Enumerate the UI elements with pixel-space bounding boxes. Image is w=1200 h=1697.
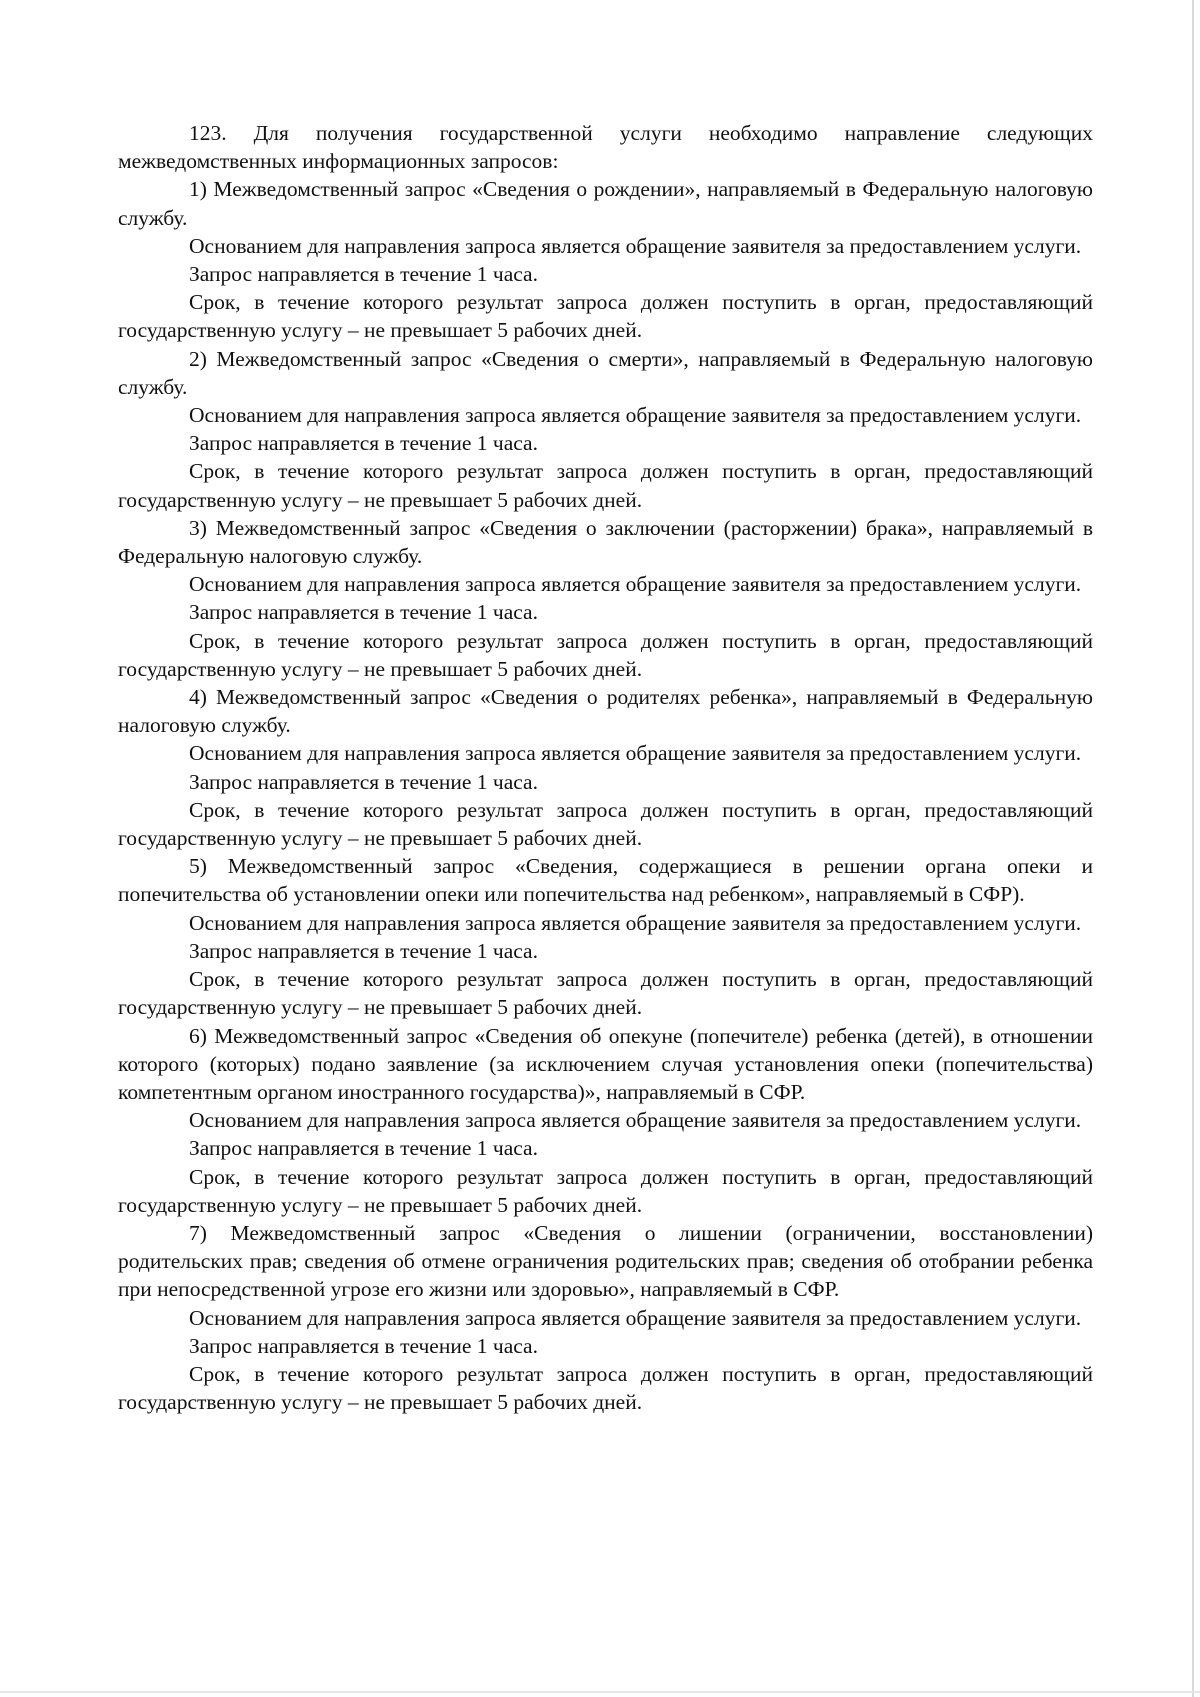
item-7-basis: Основанием для направления запроса является обращение заявителя за предоставлением услуги.	[189, 1305, 1082, 1330]
item-5-title: 5) Межведомственный запрос «Сведения, содержащиеся в решении органа опеки и попечительства об установлении опеки или попечительства над ребенком», направляемый в СФР).	[118, 854, 1093, 907]
item-4-title: 4) Межведомственный запрос «Сведения о родителях ребенка», направляемый в Федеральную налоговую службу.	[118, 685, 1093, 738]
scan-edge-bottom	[0, 1691, 1200, 1693]
item-4-deadline: Срок, в течение которого результат запроса должен поступить в орган, предоставляющий государственную услугу – не превышает 5 рабочих дней.	[118, 797, 1093, 851]
item-1-basis: Основанием для направления запроса является обращение заявителя за предоставлением услуги.	[189, 233, 1082, 258]
document-body	[118, 119, 1093, 1416]
item-2-deadline: Срок, в течение которого результат запроса должен поступить в орган, предоставляющий государственную услугу – не превышает 5 рабочих дней.	[118, 459, 1093, 512]
scan-edge-right	[1192, 0, 1194, 1697]
item-3-timing: Запрос направляется в течение 1 часа.	[189, 600, 538, 625]
item-1-timing: Запрос направляется в течение 1 часа.	[189, 262, 538, 287]
item-5-timing: Запрос направляется в течение 1 часа.	[189, 938, 538, 963]
item-2-title: 2) Межведомственный запрос «Сведения о смерти», направляемый в Федеральную налоговую службу.	[118, 346, 1093, 399]
item-4-timing: Запрос направляется в течение 1 часа.	[189, 769, 538, 794]
item-2-basis: Основанием для направления запроса является обращение заявителя за предоставлением услуги.	[189, 403, 1082, 428]
item-3-basis: Основанием для направления запроса является обращение заявителя за предоставлением услуги.	[189, 572, 1082, 597]
item-5-deadline: Срок, в течение которого результат запроса должен поступить в орган, предоставляющий государственную услугу – не превышает 5 рабочих дней.	[118, 967, 1093, 1020]
item-2-timing: Запрос направляется в течение 1 часа.	[189, 431, 538, 456]
item-6-title: 6) Межведомственный запрос «Сведения об опекуне (попечителе) ребенка (детей), в отношении которого (которых) подано заявление (за исключением случая установления опеки (попечительства) компетентным органом иностранного государства)», направляемый в СФР.	[118, 1023, 1093, 1104]
item-6-timing: Запрос направляется в течение 1 часа.	[189, 1136, 538, 1161]
item-6-basis: Основанием для направления запроса является обращение заявителя за предоставлением услуги.	[189, 1108, 1082, 1133]
item-7-title: 7) Межведомственный запрос «Сведения о лишении (ограничении, восстановлении) родительских прав; сведения об отмене ограничения родительских прав; сведения об отобрании ребенка при непосредственной угрозе его жизни или здоровью», направляемый в СФР.	[118, 1220, 1093, 1302]
item-3-deadline: Срок, в течение которого результат запроса должен поступить в орган, предоставляющий государственную услугу – не превышает 5 рабочих дней.	[118, 628, 1093, 681]
item-1-deadline: Срок, в течение которого результат запроса должен поступить в орган, предоставляющий государственную услугу – не превышает 5 рабочих дней.	[118, 290, 1093, 343]
item-3-title: 3) Межведомственный запрос «Сведения о заключении (расторжении) брака», направляемый в Федеральную налоговую службу.	[118, 515, 1093, 569]
item-6-deadline: Срок, в течение которого результат запроса должен поступить в орган, предоставляющий государственную услугу – не превышает 5 рабочих дней.	[118, 1164, 1093, 1217]
item-7-timing: Запрос направляется в течение 1 часа.	[189, 1333, 538, 1358]
item-1-title: 1) Межведомственный запрос «Сведения о рождении», направляемый в Федеральную налоговую службу.	[118, 177, 1093, 230]
intro-paragraph: 123. Для получения государственной услуги необходимо направление следующих межведомственных информационных запросов:	[118, 121, 1093, 174]
item-4-basis: Основанием для направления запроса является обращение заявителя за предоставлением услуги.	[189, 741, 1082, 766]
item-5-basis: Основанием для направления запроса является обращение заявителя за предоставлением услуги.	[189, 910, 1082, 935]
item-7-deadline: Срок, в течение которого результат запроса должен поступить в орган, предоставляющий государственную услугу – не превышает 5 рабочих дней.	[118, 1361, 1093, 1415]
